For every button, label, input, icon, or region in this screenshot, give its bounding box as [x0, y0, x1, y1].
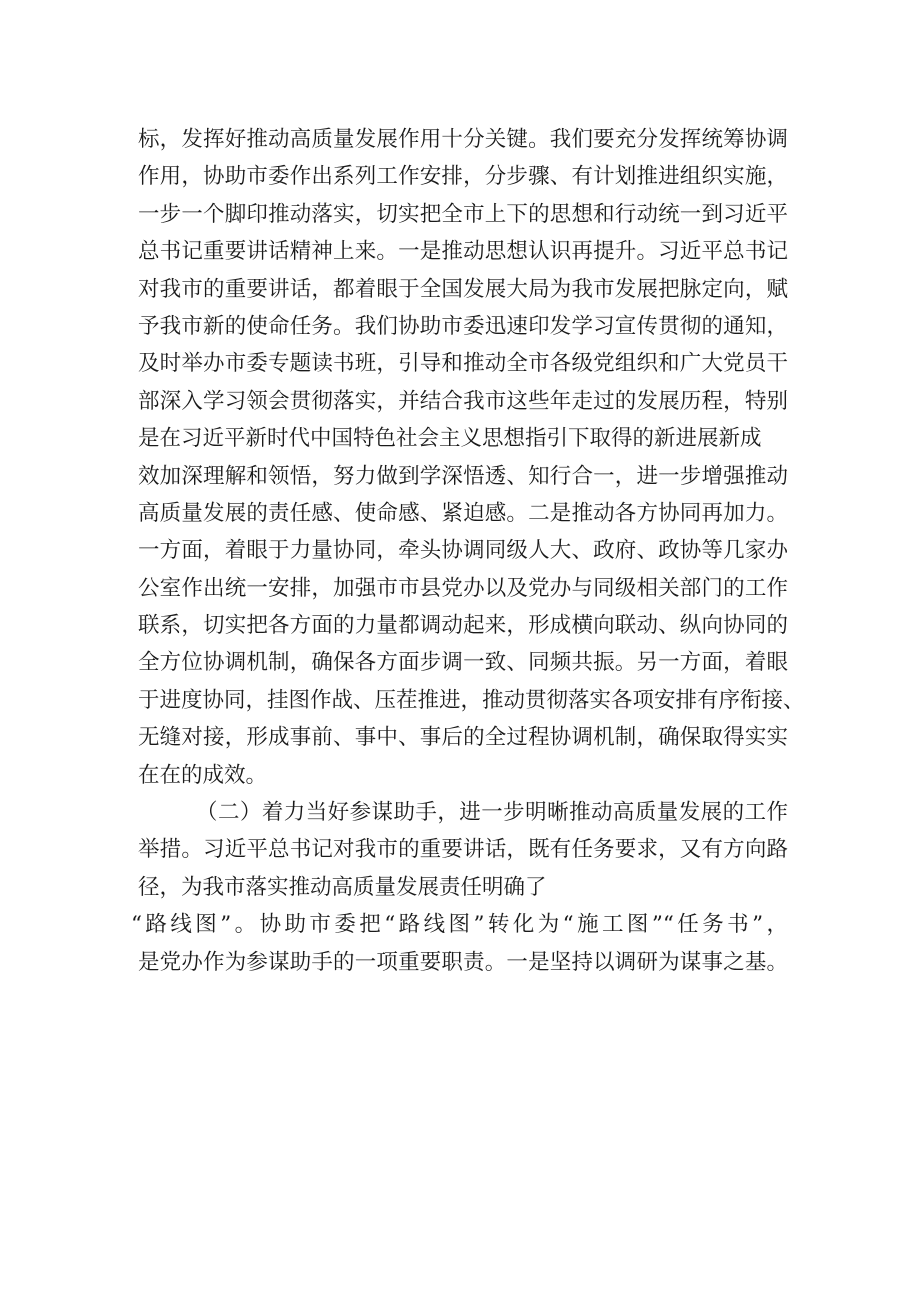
text-line: 于进度协同，挂图作战、压茬推进，推动贯彻落实各项安排有序衔接、	[138, 687, 805, 713]
text-line: 部深入学习领会贯彻落实，并结合我市这些年走过的发展历程，特别	[138, 388, 788, 414]
text-line: 举措。习近平总书记对我市的重要讲话，既有任务要求，又有方向路	[138, 837, 788, 863]
text-line: 是党办作为参谋助手的一项重要职责。一是坚持以调研为谋事之基。	[138, 949, 788, 975]
text-line: 一方面，着眼于力量协同，牵头协调同级人大、政府、政协等几家办	[138, 538, 788, 564]
text-line: 标，发挥好推动高质量发展作用十分关键。我们要充分发挥统筹协调	[138, 127, 788, 152]
body-text	[131, 121, 805, 981]
text-line: 全方位协调机制，确保各方面步调一致、同频共振。另一方面，着眼	[138, 650, 788, 676]
text-line: 及时举办市委专题读书班，引导和推动全市各级党组织和广大党员干	[138, 351, 788, 377]
text-line: “路线图”。协助市委把“路线图”转化为“施工图”“任务书”，	[131, 912, 788, 938]
section-heading-line: （二）着力当好参谋助手，进一步明晰推动高质量发展的工作	[196, 800, 788, 826]
text-line: 作用，协助市委作出系列工作安排，分步骤、有计划推进组织实施，	[138, 164, 788, 190]
text-line: 无缝对接，形成事前、事中、事后的全过程协调机制，确保取得实实	[138, 725, 788, 751]
text-line: 效加深理解和领悟，努力做到学深悟透、知行合一，进一步增强推动	[138, 463, 788, 489]
text-line: 径，为我市落实推动高质量发展责任明确了	[138, 874, 547, 900]
text-line: 高质量发展的责任感、使命感、紧迫感。二是推动各方协同再加力。	[138, 500, 788, 526]
text-line: 公室作出统一安排，加强市市县党办以及党办与同级相关部门的工作	[138, 575, 788, 601]
text-line: 对我市的重要讲话，都着眼于全国发展大局为我市发展把脉定向，赋	[138, 276, 788, 302]
text-line: 总书记重要讲话精神上来。一是推动思想认识再提升。习近平总书记	[138, 239, 788, 265]
text-line: 予我市新的使命任务。我们协助市委迅速印发学习宣传贯彻的通知，	[138, 313, 788, 339]
text-line: 一步一个脚印推动落实，切实把全市上下的思想和行动统一到习近平	[138, 201, 788, 227]
text-line: 联系，切实把各方面的力量都调动起来，形成横向联动、纵向协同的	[138, 613, 788, 639]
text-line: 是在习近平新时代中国特色社会主义思想指引下取得的新进展新成	[138, 426, 762, 452]
text-line: 在在的成效。	[138, 762, 268, 788]
